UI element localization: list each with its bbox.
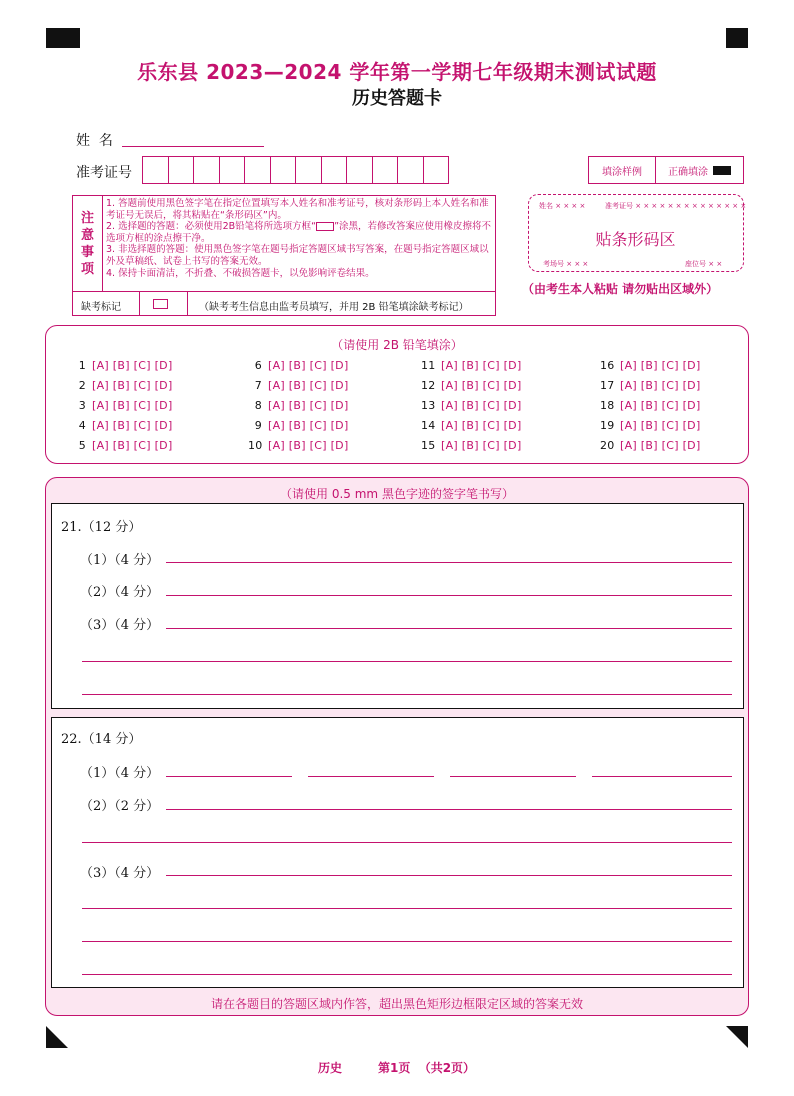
barcode-area <box>528 194 747 272</box>
q22-part-3-label: （3）（4 分） <box>80 866 160 881</box>
mc-question-number: 7 <box>254 379 262 392</box>
q22-extra-answer-line-3[interactable] <box>82 974 732 975</box>
mc-question-row[interactable] <box>248 419 349 432</box>
barcode-title: 贴条形码区 <box>595 230 676 249</box>
footer-page-number: 第1页 （共2页） <box>378 1061 476 1075</box>
barcode-name: 姓名 × × × × <box>539 202 586 210</box>
mc-question-number: 13 <box>421 399 436 412</box>
instruction-1: 1. 答题前使用黑色签字笔在指定位置填写本人姓名和准考证号，核对条形码上本人姓名和准考证号无误后，将其粘贴在“条形码区”内。 <box>106 198 489 221</box>
mc-question-number: 10 <box>248 439 263 452</box>
fill-sample-label: 填涂样例 <box>589 157 656 183</box>
mc-question-number: 16 <box>600 359 615 372</box>
mc-answer-options[interactable]: [A] [B] [C] [D] <box>441 379 522 392</box>
alignment-mark-bottom-left <box>46 1026 68 1048</box>
fill-sample-box <box>588 156 744 184</box>
mc-question-row[interactable] <box>72 359 173 372</box>
mc-answer-options[interactable]: [A] [B] [C] [D] <box>441 399 522 412</box>
card-subtitle: 历史答题卡 <box>352 88 442 109</box>
q22-part-3-answer-line[interactable] <box>166 875 732 876</box>
barcode-exam-id: 准考证号 × × × × × × × × × × × × × × <box>605 202 747 210</box>
footer-subject: 历史 <box>318 1061 343 1075</box>
mc-question-row[interactable] <box>72 379 173 392</box>
mc-question-number: 15 <box>421 439 436 452</box>
mc-question-number: 11 <box>421 359 436 372</box>
heading-char-2: 意 <box>80 227 94 243</box>
exam-id-cell[interactable] <box>346 156 373 184</box>
mc-answer-options[interactable]: [A] [B] [C] [D] <box>92 399 173 412</box>
exam-id-cell[interactable] <box>295 156 322 184</box>
exam-id-grid[interactable] <box>142 156 448 184</box>
exam-id-cell[interactable] <box>168 156 195 184</box>
q21-part-2-label: （2）（4 分） <box>80 585 160 600</box>
q22-part-1-blank-3[interactable] <box>450 776 576 777</box>
mc-question-row[interactable] <box>421 439 522 452</box>
mc-question-number: 5 <box>78 439 86 452</box>
instructions-heading <box>73 196 103 291</box>
instruction-3: 3. 非选择题的答题：使用黑色签字笔在题号指定答题区域书写答案，在题号指定答题区域以外及草稿纸、试卷上书写的答案无效。 <box>106 244 489 267</box>
mc-question-number: 3 <box>78 399 86 412</box>
q21-title: 21.（12 分） <box>61 520 142 535</box>
exam-id-cell[interactable] <box>219 156 246 184</box>
written-header: （请使用 0.5 mm 黑色字迹的签字笔书写） <box>280 487 514 501</box>
q21-extra-answer-line-2[interactable] <box>82 694 732 695</box>
exam-id-cell[interactable] <box>321 156 348 184</box>
absent-note: （缺考考生信息由监考员填写，并用 2B 铅笔填涂缺考标记） <box>199 302 469 313</box>
q21-part-3-label: （3）（4 分） <box>80 618 160 633</box>
mc-answer-options[interactable]: [A] [B] [C] [D] <box>441 359 522 372</box>
mc-question-number: 14 <box>421 419 436 432</box>
mc-question-number: 1 <box>78 359 86 372</box>
q21-part-2-answer-line[interactable] <box>166 595 732 596</box>
q22-part-1-blank-4[interactable] <box>592 776 732 777</box>
question-22-box <box>51 717 744 988</box>
exam-id-cell[interactable] <box>372 156 399 184</box>
q22-part-2-extra-line[interactable] <box>82 842 732 843</box>
mc-answer-options[interactable]: [A] [B] [C] [D] <box>92 359 173 372</box>
barcode-note: （由考生本人粘贴 请勿贴出区域外） <box>522 282 719 296</box>
q21-extra-answer-line-1[interactable] <box>82 661 732 662</box>
mc-question-row[interactable] <box>421 379 522 392</box>
mc-question-number: 17 <box>600 379 615 392</box>
mc-answer-options[interactable]: [A] [B] [C] [D] <box>92 419 173 432</box>
q22-part-1-label: （1）（4 分） <box>80 766 160 781</box>
mc-question-row[interactable] <box>600 359 701 372</box>
mc-question-number: 6 <box>254 359 262 372</box>
heading-char-4: 项 <box>80 261 94 277</box>
mc-question-row[interactable] <box>600 379 701 392</box>
mc-question-row[interactable] <box>421 399 522 412</box>
correct-fill-sample <box>656 157 743 183</box>
mc-answer-options[interactable]: [A] [B] [C] [D] <box>92 439 173 452</box>
written-footer: 请在各题目的答题区域内作答，超出黑色矩形边框限定区域的答案无效 <box>210 997 583 1011</box>
absent-divider-2 <box>187 292 188 316</box>
question-21-box <box>51 503 744 709</box>
instructions-text <box>106 198 492 279</box>
mc-question-row[interactable] <box>248 439 349 452</box>
q21-part-1-answer-line[interactable] <box>166 562 732 563</box>
exam-id-cell[interactable] <box>244 156 271 184</box>
instruction-2-a: 2. 选择题的答题：必须使用2B铅笔将所选项方框“ <box>106 221 317 233</box>
empty-box-icon <box>316 222 334 231</box>
mc-question-row[interactable] <box>421 419 522 432</box>
alignment-mark-top-left <box>46 28 80 48</box>
mc-answer-options[interactable]: [A] [B] [C] [D] <box>620 379 701 392</box>
mc-question-row[interactable] <box>72 419 173 432</box>
mc-answer-options[interactable]: [A] [B] [C] [D] <box>620 419 701 432</box>
mc-question-row[interactable] <box>248 379 349 392</box>
mc-question-number: 8 <box>254 399 262 412</box>
mc-question-number: 12 <box>421 379 436 392</box>
barcode-seat: 座位号 × × <box>685 260 723 268</box>
q22-part-2-label: （2）（2 分） <box>80 799 160 814</box>
mc-answer-options[interactable]: [A] [B] [C] [D] <box>268 439 349 452</box>
q22-extra-answer-line-2[interactable] <box>82 941 732 942</box>
heading-char-1: 注 <box>80 210 94 226</box>
mc-question-row[interactable] <box>72 439 173 452</box>
mc-question-number: 2 <box>78 379 86 392</box>
q22-part-2-answer-line[interactable] <box>166 809 732 810</box>
q22-extra-answer-line-1[interactable] <box>82 908 732 909</box>
mc-answer-options[interactable]: [A] [B] [C] [D] <box>620 359 701 372</box>
filled-box-icon <box>713 166 731 175</box>
exam-id-cell[interactable] <box>193 156 220 184</box>
exam-id-label: 准考证号 <box>76 165 132 181</box>
mc-answer-options[interactable]: [A] [B] [C] [D] <box>441 419 522 432</box>
absent-checkbox[interactable] <box>153 299 168 309</box>
instruction-2-b: ”涂黑，若修改答案应使用橡皮擦将不选项方框的涂点擦干净。 <box>106 221 492 244</box>
q22-part-1-blank-1[interactable] <box>166 776 292 777</box>
mc-question-row[interactable] <box>72 399 173 412</box>
q22-part-1-blank-2[interactable] <box>308 776 434 777</box>
mc-question-row[interactable] <box>421 359 522 372</box>
mc-answer-options[interactable]: [A] [B] [C] [D] <box>268 419 349 432</box>
name-field[interactable] <box>122 146 264 147</box>
barcode-room: 考场号 × × × <box>543 260 589 268</box>
mc-answer-options[interactable]: [A] [B] [C] [D] <box>441 439 522 452</box>
mc-question-number: 4 <box>78 419 86 432</box>
alignment-mark-bottom-right <box>726 1026 748 1048</box>
absent-row <box>73 291 495 316</box>
exam-title: 乐东县 2023—2024 学年第一学期七年级期末测试试题 <box>137 60 657 84</box>
instruction-2 <box>106 221 492 244</box>
mc-question-row[interactable] <box>600 439 701 452</box>
q21-part-1-label: （1）（4 分） <box>80 553 160 568</box>
mc-question-number: 18 <box>600 399 615 412</box>
absent-label: 缺考标记 <box>81 302 121 313</box>
mc-question-number: 9 <box>254 419 262 432</box>
q21-part-3-answer-line[interactable] <box>166 628 732 629</box>
exam-id-cell[interactable] <box>423 156 450 184</box>
mc-question-row[interactable] <box>600 419 701 432</box>
mc-header: （请使用 2B 铅笔填涂） <box>331 338 463 352</box>
correct-fill-label: 正确填涂 <box>668 166 708 178</box>
exam-id-cell[interactable] <box>142 156 169 184</box>
absent-divider <box>139 292 140 316</box>
mc-question-row[interactable] <box>600 399 701 412</box>
mc-answer-options[interactable]: [A] [B] [C] [D] <box>268 399 349 412</box>
alignment-mark-top-right <box>726 28 748 48</box>
exam-id-cell[interactable] <box>270 156 297 184</box>
instruction-4: 4. 保持卡面清洁，不折叠、不破损答题卡，以免影响评卷结果。 <box>106 267 375 279</box>
q22-title: 22.（14 分） <box>61 732 142 747</box>
mc-answer-options[interactable]: [A] [B] [C] [D] <box>268 379 349 392</box>
mc-question-row[interactable] <box>248 399 349 412</box>
instructions-box <box>72 195 496 316</box>
heading-char-3: 事 <box>80 244 94 260</box>
mc-question-number: 20 <box>600 439 615 452</box>
mc-answer-options[interactable]: [A] [B] [C] [D] <box>620 439 701 452</box>
mc-question-number: 19 <box>600 419 615 432</box>
mc-answer-options[interactable]: [A] [B] [C] [D] <box>92 379 173 392</box>
mc-question-row[interactable] <box>248 359 349 372</box>
mc-answer-options[interactable]: [A] [B] [C] [D] <box>620 399 701 412</box>
exam-id-cell[interactable] <box>397 156 424 184</box>
mc-answer-options[interactable]: [A] [B] [C] [D] <box>268 359 349 372</box>
name-label: 姓 名 <box>76 133 113 149</box>
